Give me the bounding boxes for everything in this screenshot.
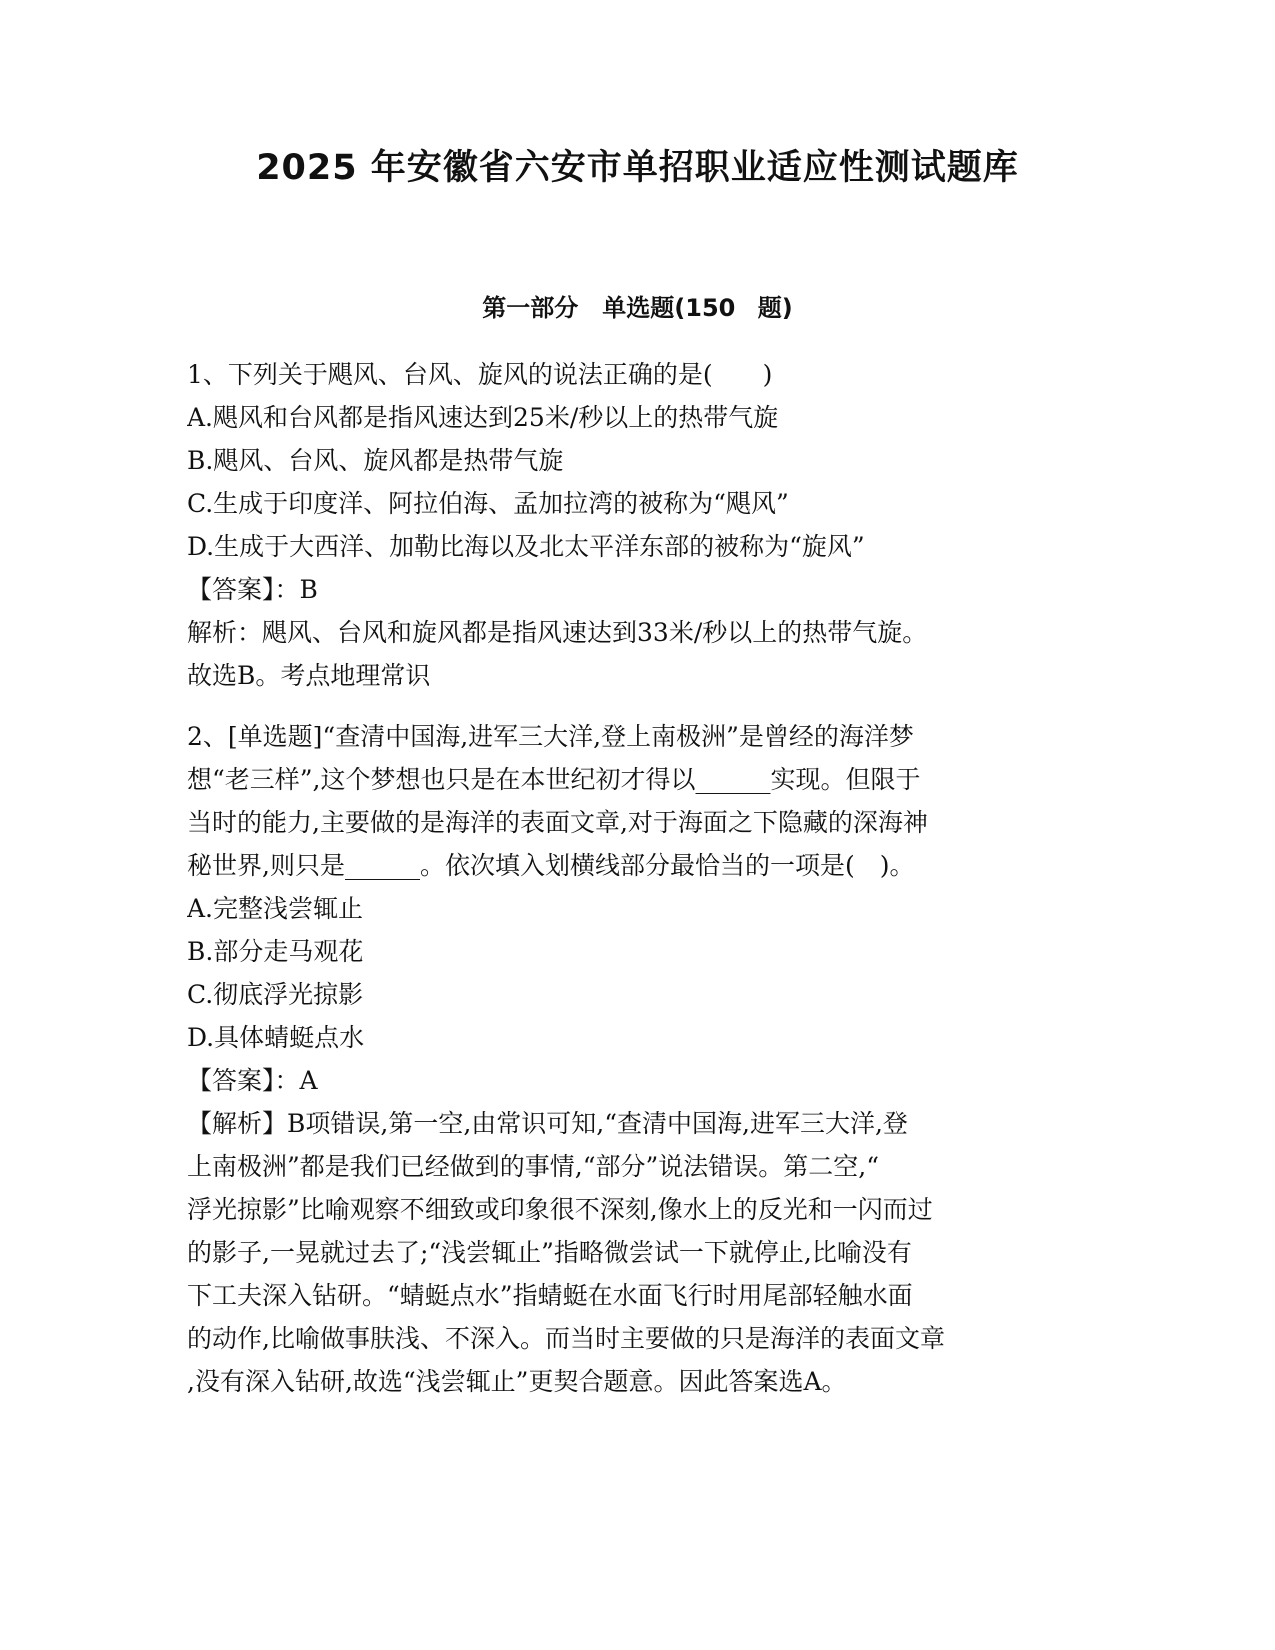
question-1 — [187, 353, 1087, 697]
explanation-line: 【解析】B项错误,第一空,由常识可知,“查清中国海,进军三大洋,登 — [187, 1109, 908, 1138]
option-b: B.飓风、台风、旋风都是热带气旋 — [187, 446, 564, 475]
document-title: 2025 年安徽省六安市单招职业适应性测试题库 — [256, 148, 1019, 188]
question-stem-line: 2、[单选题]“查清中国海,进军三大洋,登上南极洲”是曾经的海洋梦 — [187, 722, 914, 751]
section-title: 第一部分 单选题(150 题) — [482, 294, 793, 322]
option-d: D.生成于大西洋、加勒比海以及北太平洋东部的被称为“旋风” — [187, 532, 865, 561]
option-c: C.彻底浮光掠影 — [187, 980, 364, 1009]
option-b: B.部分走马观花 — [187, 937, 364, 966]
option-a: A.飓风和台风都是指风速达到25米/秒以上的热带气旋 — [187, 403, 779, 432]
question-stem: 1、下列关于飓风、台风、旋风的说法正确的是( ) — [187, 360, 773, 389]
answer: 【答案】：B — [187, 575, 318, 604]
explanation-line: 下工夫深入钻研。“蜻蜓点水”指蜻蜓在水面飞行时用尾部轻触水面 — [187, 1281, 913, 1310]
explanation-line: ,没有深入钻研,故选“浅尝辄止”更契合题意。因此答案选A。 — [187, 1367, 847, 1396]
explanation-line: 的影子,一晃就过去了;“浅尝辄止”指略微尝试一下就停止,比喻没有 — [187, 1238, 912, 1267]
explanation-line: 上南极洲”都是我们已经做到的事情,“部分”说法错误。第二空,“ — [187, 1152, 880, 1181]
option-a: A.完整浅尝辄止 — [187, 894, 364, 923]
explanation-line: 的动作,比喻做事肤浅、不深入。而当时主要做的只是海洋的表面文章 — [187, 1324, 945, 1353]
option-c: C.生成于印度洋、阿拉伯海、孟加拉湾的被称为“飓风” — [187, 489, 789, 518]
explanation-line: 解析：飓风、台风和旋风都是指风速达到33米/秒以上的热带气旋。 — [187, 618, 928, 647]
question-stem-line: 当时的能力,主要做的是海洋的表面文章,对于海面之下隐藏的深海神 — [187, 808, 928, 837]
explanation-line: 浮光掠影”比喻观察不细致或印象很不深刻,像水上的反光和一闪而过 — [187, 1195, 933, 1224]
option-d: D.具体蜻蜓点水 — [187, 1023, 365, 1052]
question-stem-line: 想“老三样”,这个梦想也只是在本世纪初才得以______实现。但限于 — [187, 765, 921, 794]
explanation-line: 故选B。考点地理常识 — [187, 661, 431, 690]
question-2 — [187, 715, 1087, 1403]
question-stem-line: 秘世界,则只是______。依次填入划横线部分最恰当的一项是( )。 — [187, 851, 915, 880]
answer: 【答案】：A — [187, 1066, 318, 1095]
